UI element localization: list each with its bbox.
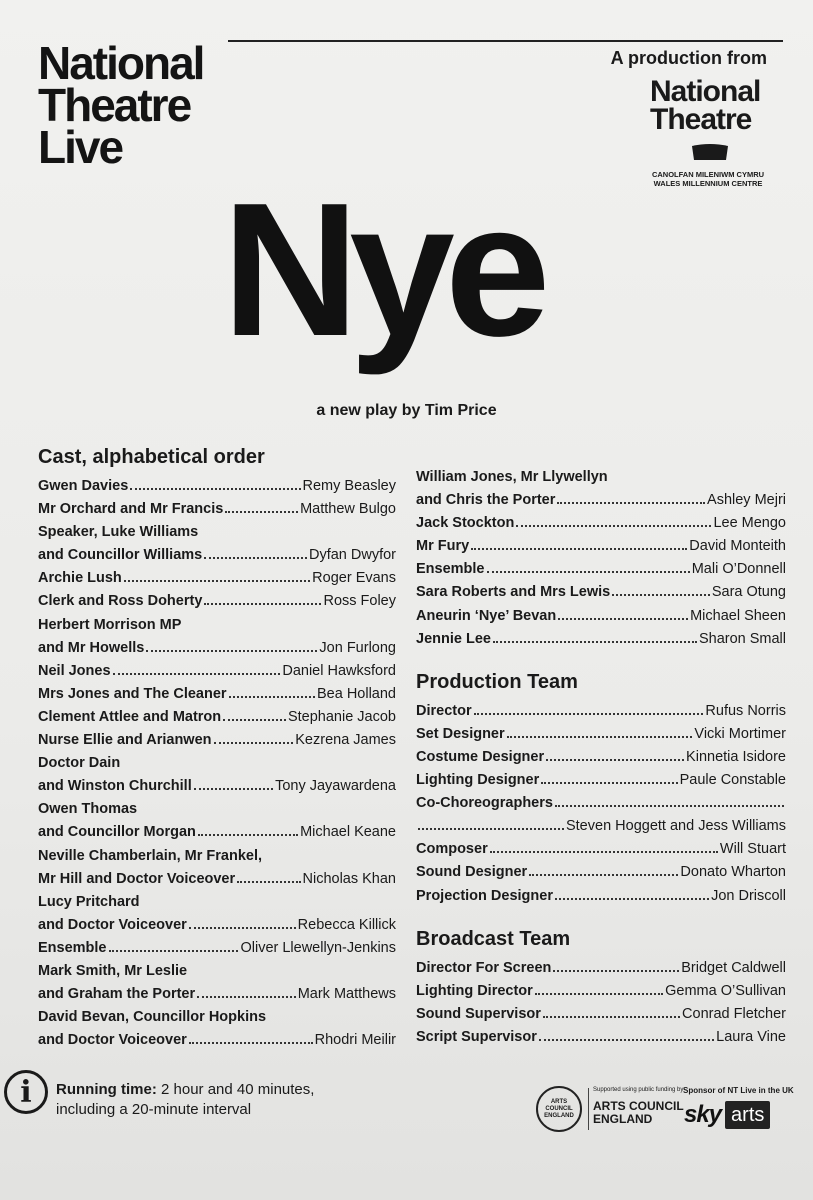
credit-line	[416, 769, 786, 792]
credit-line	[416, 558, 786, 581]
credit-name: Conrad Fletcher	[682, 1005, 786, 1022]
credit-line	[38, 729, 396, 752]
credit-entry	[416, 769, 786, 792]
credit-name: Bea Holland	[317, 685, 396, 702]
credit-entry	[38, 590, 396, 613]
credit-role: Speaker, Luke Williams	[38, 524, 199, 541]
credit-entry	[38, 845, 396, 891]
leader-dots	[418, 828, 564, 830]
credit-role: Archie Lush	[38, 570, 122, 587]
credit-role: and Doctor Voiceover	[38, 1032, 187, 1049]
credit-name: Rufus Norris	[705, 702, 786, 719]
credit-name: David Monteith	[689, 538, 786, 555]
leader-dots	[539, 1039, 714, 1041]
broadcast-team-list	[416, 957, 786, 1049]
credit-line	[38, 914, 396, 937]
cast-list	[38, 475, 396, 1052]
credit-role: Clement Attlee and Matron	[38, 708, 222, 725]
credit-role: and Mr Howells	[38, 639, 145, 656]
credit-entry	[416, 838, 786, 861]
credit-entry	[416, 512, 786, 535]
production-team-list	[416, 700, 786, 908]
credit-line	[416, 512, 786, 535]
credit-entry	[416, 535, 786, 558]
leader-dots	[146, 650, 317, 652]
credit-entry	[38, 729, 396, 752]
cast-list-continued	[416, 466, 786, 651]
credit-line	[416, 815, 786, 838]
running-time-label: Running time:	[56, 1081, 157, 1098]
leader-dots	[189, 927, 296, 929]
play-title: Nye	[222, 164, 541, 376]
credit-line	[416, 628, 786, 651]
credit-role: Jennie Lee	[416, 630, 491, 647]
credit-name: Michael Keane	[300, 824, 396, 841]
credit-entry	[416, 558, 786, 581]
credit-role: Owen Thomas	[38, 801, 138, 818]
leader-dots	[189, 1042, 313, 1044]
credit-line	[416, 700, 786, 723]
credit-role: Director For Screen	[416, 959, 552, 976]
leader-dots	[555, 805, 784, 807]
credit-role: Doctor Dain	[38, 755, 121, 772]
arts-council-line: ARTS COUNCIL	[593, 1099, 684, 1113]
credit-role: Neville Chamberlain, Mr Frankel,	[38, 847, 263, 864]
credit-entry	[416, 466, 786, 512]
credit-name: Mark Matthews	[297, 986, 396, 1003]
nt-logo-line: National	[650, 75, 761, 108]
credit-line	[416, 861, 786, 884]
leader-dots	[194, 788, 273, 790]
credit-role: and Winston Churchill	[38, 778, 192, 795]
credit-name: Sara Otung	[711, 584, 786, 601]
leader-dots	[558, 618, 688, 620]
credit-line	[38, 590, 396, 613]
credit-role: Composer	[416, 841, 488, 858]
credit-line	[38, 475, 396, 498]
credit-entry	[38, 475, 396, 498]
credit-role: Co-Choreographers	[416, 795, 553, 812]
credit-role: Jack Stockton	[416, 515, 515, 532]
credit-line	[38, 798, 396, 821]
credit-line	[416, 466, 786, 489]
credit-entry	[38, 683, 396, 706]
cast-column	[38, 446, 396, 1052]
credit-line	[416, 746, 786, 769]
production-team-heading: Production Team	[416, 670, 578, 693]
leader-dots	[516, 525, 711, 527]
credit-line	[416, 885, 786, 908]
leader-dots	[487, 571, 690, 573]
wmc-line: WALES MILLENNIUM CENTRE	[653, 179, 763, 188]
leader-dots	[198, 834, 298, 836]
credit-name: Lee Mengo	[713, 515, 786, 532]
sky-logo-text: sky	[684, 1101, 722, 1128]
credit-entry	[38, 1006, 396, 1052]
ntlive-logo	[38, 37, 204, 173]
credit-line	[38, 637, 396, 660]
credit-name: Kinnetia Isidore	[686, 748, 786, 765]
credit-name: Gemma O’Sullivan	[665, 982, 786, 999]
arts-council-seal-text: ARTS COUNCIL ENGLAND	[544, 1098, 574, 1119]
credit-entry	[38, 521, 396, 567]
credit-name: Tony Jayawardena	[275, 778, 396, 795]
sky-arts-logo	[684, 1100, 770, 1130]
national-theatre-logo	[650, 75, 761, 136]
arts-logo-text: arts	[725, 1101, 770, 1129]
credit-line	[38, 1006, 396, 1029]
credit-role: Sara Roberts and Mrs Lewis	[416, 584, 611, 601]
credit-line	[38, 775, 396, 798]
credit-role: Neil Jones	[38, 662, 111, 679]
credit-role: and Doctor Voiceover	[38, 916, 187, 933]
credit-line	[38, 960, 396, 983]
nt-logo-line: Theatre	[650, 103, 752, 136]
credit-entry	[38, 891, 396, 937]
leader-dots	[130, 488, 300, 490]
leader-dots	[214, 742, 294, 744]
ntlive-line: Live	[38, 121, 123, 173]
credit-entry	[416, 1026, 786, 1049]
credit-entry	[38, 937, 396, 960]
leader-dots	[225, 511, 298, 513]
credit-line	[416, 792, 786, 815]
leader-dots	[204, 557, 307, 559]
credit-role: David Bevan, Councillor Hopkins	[38, 1009, 267, 1026]
credit-name: Michael Sheen	[690, 607, 786, 624]
leader-dots	[490, 851, 718, 853]
credit-entry	[416, 746, 786, 769]
credit-line	[416, 838, 786, 861]
credit-name: Bridget Caldwell	[681, 959, 786, 976]
credit-entry	[38, 960, 396, 1006]
credit-entry	[38, 614, 396, 660]
credit-name: Laura Vine	[716, 1028, 786, 1045]
credit-line	[38, 752, 396, 775]
credit-role: Ensemble	[416, 561, 485, 578]
leader-dots	[535, 993, 663, 995]
production-team-section	[416, 671, 786, 908]
credit-entry	[38, 498, 396, 521]
credit-role: Gwen Davies	[38, 478, 129, 494]
leader-dots	[555, 898, 709, 900]
sponsor-text: Sponsor of NT Live in the UK	[683, 1086, 794, 1095]
credit-role: Director	[416, 702, 472, 719]
credit-entry	[416, 885, 786, 908]
credit-line	[416, 605, 786, 628]
credit-role: Herbert Morrison MP	[38, 616, 182, 633]
credit-entry	[38, 798, 396, 844]
credit-line	[38, 567, 396, 590]
credit-entry	[38, 660, 396, 683]
arts-council-line: ENGLAND	[593, 1112, 653, 1126]
credit-name: Sharon Small	[698, 630, 786, 647]
credit-name: Roger Evans	[312, 570, 396, 587]
credit-line	[38, 868, 396, 891]
credit-entry	[38, 706, 396, 729]
credit-role: and Councillor Williams	[38, 547, 203, 564]
leader-dots	[113, 673, 281, 675]
credit-name: Remy Beasley	[302, 478, 396, 494]
credit-line	[38, 983, 396, 1006]
production-from-label: A production from	[610, 48, 767, 68]
credit-line	[416, 581, 786, 604]
credit-line	[38, 498, 396, 521]
credit-entry	[416, 581, 786, 604]
logo-divider	[588, 1088, 589, 1130]
credit-name: Kezrena James	[295, 732, 396, 749]
credit-line	[38, 614, 396, 637]
broadcast-team-section	[416, 928, 786, 1049]
credit-role: and Graham the Porter	[38, 986, 196, 1003]
credit-line	[38, 821, 396, 844]
credit-name: Ashley Mejri	[707, 492, 786, 509]
credit-name: Rhodri Meilir	[314, 1032, 396, 1049]
leader-dots	[557, 502, 705, 504]
credit-role: Ensemble	[38, 939, 107, 956]
credit-entry	[416, 861, 786, 884]
leader-dots	[493, 641, 697, 643]
credit-role: Mark Smith, Mr Leslie	[38, 962, 188, 979]
credit-role: Mr Orchard and Mr Francis	[38, 501, 224, 518]
credit-name: Jon Furlong	[319, 639, 396, 656]
leader-dots	[204, 603, 321, 605]
credit-name: Donato Wharton	[680, 864, 786, 881]
leader-dots	[197, 996, 296, 998]
credit-name: Stephanie Jacob	[287, 708, 396, 725]
credit-role: Lighting Director	[416, 982, 533, 999]
credit-line	[416, 980, 786, 1003]
credit-line	[38, 937, 396, 960]
credit-name: Steven Hoggett and Jess Williams	[565, 818, 786, 835]
credit-role: Clerk and Ross Doherty	[38, 593, 203, 610]
credit-line	[38, 1029, 396, 1052]
leader-dots	[546, 759, 684, 761]
credit-role: William Jones, Mr Llywellyn	[416, 469, 608, 485]
credit-role: Lucy Pritchard	[38, 893, 140, 910]
ntlive-line: National	[38, 37, 204, 89]
running-time-interval: including a 20-minute interval	[56, 1101, 252, 1118]
credit-entry	[38, 752, 396, 798]
credit-name: Vicki Mortimer	[694, 725, 786, 742]
credit-entry	[416, 723, 786, 746]
credit-line	[416, 957, 786, 980]
running-time	[56, 1080, 314, 1120]
credit-entry	[416, 792, 786, 838]
leader-dots	[109, 950, 239, 952]
credit-entry	[416, 980, 786, 1003]
leader-dots	[223, 719, 286, 721]
leader-dots	[237, 881, 300, 883]
credit-line	[416, 1026, 786, 1049]
arts-council-funding-text: Supported using public funding by	[593, 1087, 684, 1093]
wmc-line: CANOLFAN MILENIWM CYMRU	[651, 170, 765, 179]
play-subtitle: a new play by Tim Price	[316, 402, 497, 419]
credit-line	[416, 535, 786, 558]
credit-line	[38, 521, 396, 544]
credit-role: Script Supervisor	[416, 1028, 537, 1045]
credit-role: Set Designer	[416, 725, 505, 742]
credit-entry	[38, 567, 396, 590]
credit-line	[38, 660, 396, 683]
leader-dots	[471, 548, 687, 550]
leader-dots	[229, 696, 315, 698]
wmc-logo-text	[648, 170, 768, 188]
credit-name: Will Stuart	[719, 841, 786, 858]
broadcast-team-heading: Broadcast Team	[416, 927, 571, 950]
credit-line	[38, 706, 396, 729]
credit-line	[416, 1003, 786, 1026]
right-column	[416, 466, 786, 1049]
credit-entry	[416, 957, 786, 980]
credit-name: Mali O’Donnell	[691, 561, 786, 578]
credit-name: Matthew Bulgo	[300, 501, 396, 518]
credit-line	[38, 544, 396, 567]
credit-role: Nurse Ellie and Arianwen	[38, 732, 212, 749]
credit-role: Mr Fury	[416, 538, 470, 555]
credit-line	[38, 845, 396, 868]
credit-name: Paule Constable	[679, 772, 786, 789]
credit-role: Mrs Jones and The Cleaner	[38, 685, 227, 702]
credit-entry	[416, 1003, 786, 1026]
credit-role: and Councillor Morgan	[38, 824, 196, 841]
credit-entry	[416, 605, 786, 628]
credit-role: Mr Hill and Doctor Voiceover	[38, 870, 236, 887]
credit-line	[38, 891, 396, 914]
credit-line	[416, 489, 786, 512]
leader-dots	[507, 736, 693, 738]
credit-role: Sound Supervisor	[416, 1005, 541, 1022]
cast-heading: Cast, alphabetical order	[38, 446, 265, 468]
leader-dots	[543, 1016, 680, 1018]
credit-role: and Chris the Porter	[416, 492, 556, 509]
arts-council-logo-text	[593, 1100, 684, 1126]
credit-name: Oliver Llewellyn-Jenkins	[240, 939, 396, 956]
wmc-logo-icon	[690, 142, 730, 162]
credit-line	[38, 683, 396, 706]
credit-role: Costume Designer	[416, 748, 545, 765]
credit-role: Projection Designer	[416, 887, 553, 904]
info-icon: i	[4, 1070, 48, 1114]
credit-line	[416, 723, 786, 746]
credit-entry	[416, 628, 786, 651]
credit-name: Dyfan Dwyfor	[308, 547, 396, 564]
leader-dots	[541, 782, 677, 784]
running-time-value: 2 hour and 40 minutes,	[161, 1081, 315, 1098]
arts-council-seal-icon	[536, 1086, 582, 1132]
credit-role: Sound Designer	[416, 864, 528, 881]
credit-name: Rebecca Killick	[297, 916, 396, 933]
leader-dots	[529, 874, 678, 876]
leader-dots	[474, 713, 704, 715]
credit-name: Nicholas Khan	[302, 870, 396, 887]
leader-dots	[612, 594, 710, 596]
credit-role: Lighting Designer	[416, 772, 540, 789]
credit-entry	[416, 700, 786, 723]
credit-name: Daniel Hawksford	[282, 662, 396, 679]
credit-name: Ross Foley	[323, 593, 396, 610]
credit-name: Jon Driscoll	[711, 887, 786, 904]
ntlive-line: Theatre	[38, 79, 191, 131]
credit-role: Aneurin ‘Nye’ Bevan	[416, 607, 557, 624]
leader-dots	[124, 580, 310, 582]
leader-dots	[553, 970, 679, 972]
top-rule	[228, 40, 783, 42]
